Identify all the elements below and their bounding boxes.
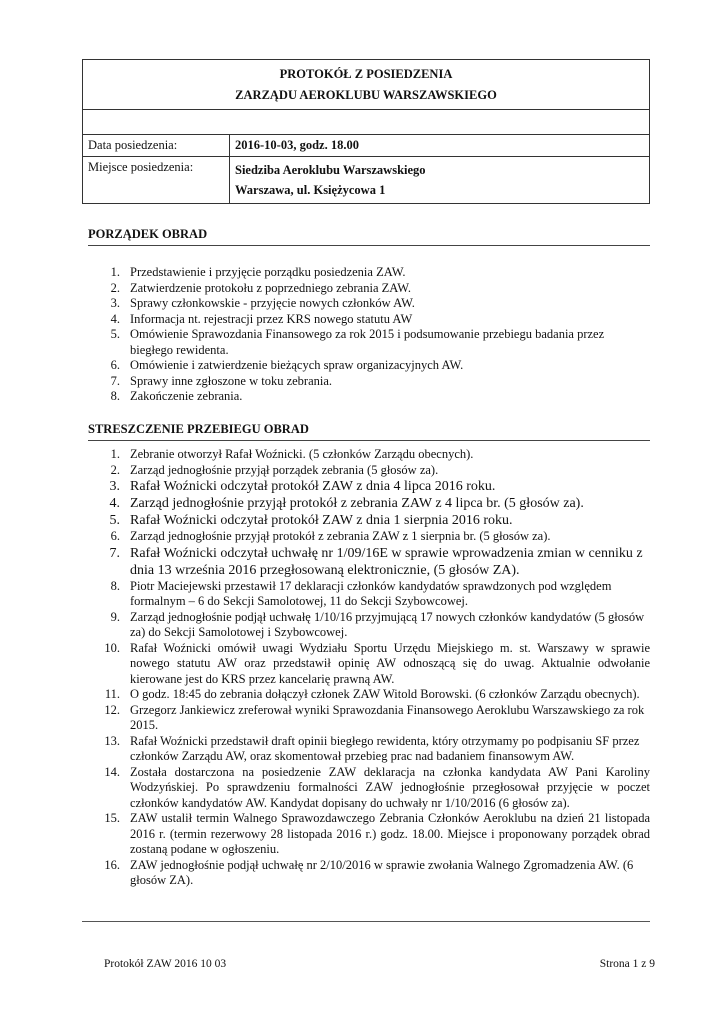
list-item: 13. Rafał Woźnicki przedstawił draft opinii biegłego rewidenta, który otrzymamy po podpisaniu SF przez członków Zarządu AW, oraz skomentował przebieg prac nad badaniem finansowym AW.: [104, 733, 640, 763]
list-item: 4. Informacja nt. rejestracji przez KRS nowego statutu AW: [110, 311, 413, 326]
summary-list: [88, 447, 650, 889]
list-item: 1. Przedstawienie i przyjęcie porządku posiedzenia ZAW.: [110, 265, 406, 279]
list-item: 2. Zatwierdzenie protokołu z poprzedniego zebrania ZAW.: [110, 280, 412, 295]
list-item: 15. ZAW ustalił termin Walnego Sprawozdawczego Zebrania Członków Aeroklubu na dzień 21 listopada 2016 r. (termin rezerwowy 28 listopada 2016 r.) godz. 18.00. Miejsce i proponowany porządek obrad zostaną podane w ogłoszeniu.: [104, 811, 650, 856]
list-item: 16. ZAW jednogłośnie podjął uchwałę nr 2/10/2016 w sprawie zwołania Walnego Zgromadzenia AW. (6 głosów ZA).: [104, 857, 634, 887]
agenda-title: PORZĄDEK OBRAD: [88, 227, 650, 246]
list-item: 4. Zarząd jednogłośnie przyjął protokół z zebrania ZAW z 4 lipca br. (5 głosów za).: [109, 496, 584, 511]
list-item: 5. Rafał Woźnicki odczytał protokół ZAW z dnia 1 sierpnia 2016 roku.: [109, 513, 513, 528]
list-item: 2. Zarząd jednogłośnie przyjął porządek zebrania (5 głosów za).: [110, 462, 439, 477]
list-item: 3. Rafał Woźnicki odczytał protokół ZAW z dnia 4 lipca 2016 roku.: [109, 479, 496, 494]
list-item: 11. O godz. 18:45 do zebrania dołączył członek ZAW Witold Borowski. (6 członków Zarządu obecnych).: [104, 687, 640, 701]
list-item: 12. Grzegorz Jankiewicz zreferował wyniki Sprawozdania Finansowego Aeroklubu Warszawskiego za rok 2015.: [104, 702, 645, 732]
place-line-2: Warszawa, ul. Księżycowa 1: [235, 183, 386, 197]
agenda-list: [88, 265, 650, 405]
date-label: Data posiedzenia:: [83, 135, 230, 157]
list-item: 1. Zebranie otworzył Rafał Woźnicki. (5 członków Zarządu obecnych).: [110, 447, 474, 461]
place-label: Miejsce posiedzenia:: [83, 157, 230, 204]
list-item: 8. Piotr Maciejewski przestawił 17 deklaracji członków kandydatów sprawdzonych pod względem formalnym – 6 do Sekcji Samolotowej, 11 do Sekcji Szybowcowej.: [110, 578, 612, 608]
list-item: 14. Została dostarczona na posiedzenie ZAW deklaracja na członka kandydata AW Pani Karoliny Wodzyńskiej. Po sprawdzeniu formalności ZAW jednogłośnie przegłosował przyjęcie w poczet członków kandydatów AW. Kandydat dopisany do uchwały nr 1/10/2016 (6 głosów za).: [104, 764, 650, 810]
list-item: 6. Zarząd jednogłośnie przyjął protokół z zebrania ZAW z 1 sierpnia br. (5 głosów za).: [110, 529, 551, 543]
summary-title: STRESZCZENIE PRZEBIEGU OBRAD: [88, 422, 650, 441]
list-item: 3. Sprawy członkowskie - przyjęcie nowych członków AW.: [110, 296, 415, 310]
list-item: 8. Zakończenie zebrania.: [110, 389, 243, 403]
document-title: [83, 60, 650, 110]
header-table: [82, 59, 650, 204]
list-item: 7. Rafał Woźnicki odczytał uchwałę nr 1/09/16E w sprawie wprowadzenia zmian w cenniku z dnia 13 września 2016 przegłosowaną elektronicznie, (5 głosów ZA).: [109, 545, 643, 578]
list-item: 10. Rafał Woźnicki omówił uwagi Wydziału Sportu Urzędu Miejskiego m. st. Warszawy w sprawie nowego statutu AW oraz przedstawił opinię AW odnoszącą się do uwag. Aktualnie odwołanie kierowane jest do KRS przez kancelarię prawną AW.: [104, 640, 650, 686]
footer-divider: [82, 921, 650, 922]
date-value: 2016-10-03, godz. 18.00: [230, 135, 650, 157]
blank-row: [83, 110, 650, 135]
footer-page-number: Strona 1 z 9: [599, 958, 655, 970]
list-item: 7. Sprawy inne zgłoszone w toku zebrania.: [110, 373, 333, 388]
place-value: [230, 157, 650, 204]
list-item: 6. Omówienie i zatwierdzenie bieżących spraw organizacyjnych AW.: [110, 358, 464, 372]
title-line-1: PROTOKÓŁ Z POSIEDZENIA: [279, 67, 453, 81]
footer-document-name: Protokół ZAW 2016 10 03: [104, 958, 227, 970]
title-line-2: ZARZĄDU AEROKLUBU WARSZAWSKIEGO: [235, 88, 497, 102]
place-line-1: Siedziba Aeroklubu Warszawskiego: [235, 163, 426, 177]
list-item: 9. Zarząd jednogłośnie podjął uchwałę 1/10/16 przyjmującą 17 nowych członków kandydatów (5 głosów za) do Sekcji Samolotowej i Szybowcowej.: [110, 609, 645, 639]
list-item: 5. Omówienie Sprawozdania Finansowego za rok 2015 i podsumowanie przebiegu badania przez biegłego rewidenta.: [110, 327, 605, 357]
